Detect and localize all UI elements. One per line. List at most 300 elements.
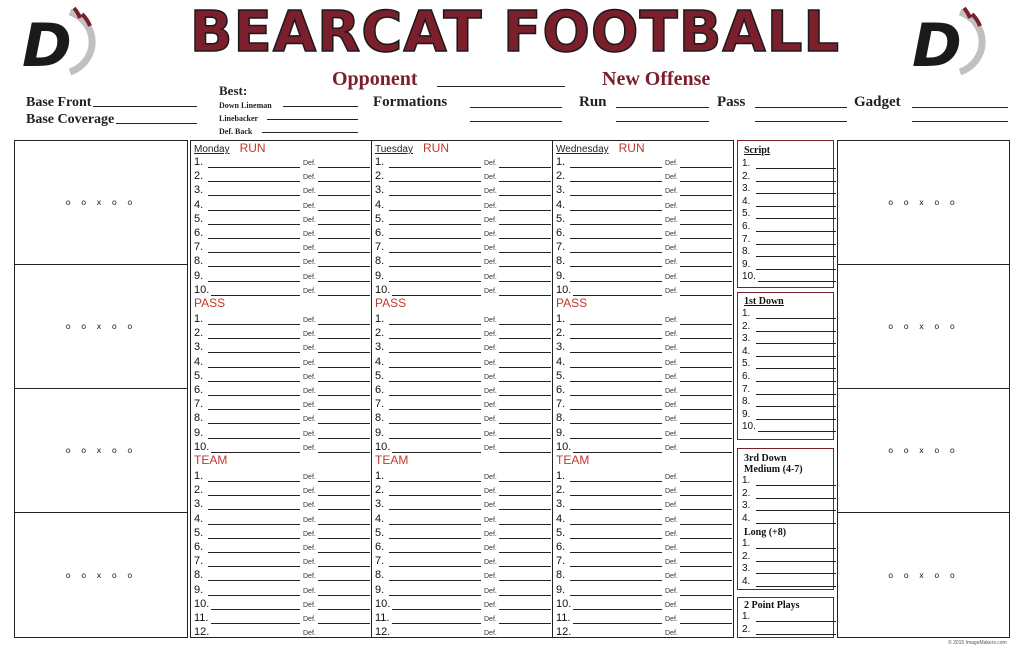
play-line[interactable] — [208, 557, 300, 567]
play-line[interactable] — [208, 215, 300, 225]
script-row — [742, 270, 836, 282]
play-number: 8. — [375, 412, 385, 425]
play-line[interactable] — [389, 343, 481, 353]
def-line[interactable] — [318, 358, 370, 368]
def-line[interactable] — [318, 500, 370, 510]
def-line[interactable] — [318, 201, 370, 211]
play-line[interactable] — [573, 600, 662, 610]
play-line[interactable] — [208, 543, 300, 553]
def-line[interactable] — [680, 172, 732, 182]
play-line[interactable] — [570, 386, 662, 396]
row-line[interactable] — [756, 490, 836, 499]
run-line-1[interactable] — [616, 107, 709, 108]
row-line[interactable] — [756, 160, 836, 169]
play-line[interactable] — [389, 172, 481, 182]
play-line[interactable] — [389, 329, 481, 339]
base-front-line[interactable] — [93, 106, 197, 107]
day-label: Monday — [194, 144, 230, 155]
play-line[interactable] — [208, 529, 300, 539]
def-line[interactable] — [680, 414, 732, 424]
def-line[interactable] — [499, 500, 551, 510]
play-line[interactable] — [570, 586, 662, 596]
def-line[interactable] — [318, 515, 370, 525]
row-number: 1. — [742, 308, 751, 319]
play-number: 8. — [194, 255, 204, 268]
def-line[interactable] — [680, 557, 732, 567]
row-line[interactable] — [756, 310, 836, 319]
play-line[interactable] — [208, 257, 300, 267]
play-line[interactable] — [570, 557, 662, 567]
def-line[interactable] — [680, 443, 732, 453]
play-row — [556, 197, 732, 211]
def-line[interactable] — [318, 586, 370, 596]
def-line[interactable] — [499, 158, 551, 168]
def-label: Def. — [665, 530, 678, 538]
play-row — [375, 567, 551, 581]
def-line[interactable] — [680, 600, 732, 610]
play-line[interactable] — [570, 186, 662, 196]
play-line[interactable] — [208, 186, 300, 196]
row-line[interactable] — [756, 198, 836, 207]
def-line[interactable] — [680, 614, 732, 624]
play-row — [194, 496, 370, 510]
play-row — [556, 282, 732, 296]
def-line[interactable] — [318, 343, 370, 353]
def-line[interactable] — [680, 372, 732, 382]
formation-dots: o o x o o — [888, 198, 959, 207]
play-line[interactable] — [389, 257, 481, 267]
row-line[interactable] — [758, 423, 836, 432]
row-line[interactable] — [756, 540, 836, 549]
row-line[interactable] — [756, 398, 836, 407]
best-linebacker-line[interactable] — [267, 119, 358, 120]
formation-box[interactable] — [15, 265, 187, 389]
play-line[interactable] — [570, 429, 662, 439]
def-line[interactable] — [318, 229, 370, 239]
def-line[interactable] — [499, 543, 551, 553]
play-line[interactable] — [208, 414, 300, 424]
row-line[interactable] — [756, 335, 836, 344]
play-line[interactable] — [389, 472, 481, 482]
gadget-line-1[interactable] — [912, 107, 1008, 108]
def-label: Def. — [665, 287, 678, 295]
play-line[interactable] — [570, 215, 662, 225]
def-line[interactable] — [680, 329, 732, 339]
def-line[interactable] — [680, 286, 732, 296]
play-line[interactable] — [570, 201, 662, 211]
def-line[interactable] — [318, 257, 370, 267]
def-line[interactable] — [499, 414, 551, 424]
play-row — [194, 596, 370, 610]
def-label: Def. — [303, 502, 316, 510]
def-line[interactable] — [318, 286, 370, 296]
row-line[interactable] — [758, 273, 836, 282]
play-line[interactable] — [570, 272, 662, 282]
formation-box[interactable] — [838, 389, 1009, 513]
def-line[interactable] — [318, 215, 370, 225]
play-row — [194, 354, 370, 368]
def-label: Def. — [484, 231, 497, 238]
row-line[interactable] — [756, 173, 836, 182]
play-line[interactable] — [211, 600, 300, 610]
def-line[interactable] — [318, 429, 370, 439]
def-line[interactable] — [499, 286, 551, 296]
pass-line-2[interactable] — [755, 121, 847, 122]
play-row — [556, 468, 732, 482]
def-line[interactable] — [318, 571, 370, 581]
play-number: 12. — [556, 626, 572, 639]
def-line[interactable] — [680, 272, 732, 282]
play-row — [194, 268, 370, 282]
play-line[interactable] — [570, 543, 662, 553]
play-line[interactable] — [208, 358, 300, 368]
def-line[interactable] — [680, 472, 732, 482]
def-line[interactable] — [680, 586, 732, 596]
play-line[interactable] — [573, 614, 662, 624]
play-line[interactable] — [573, 628, 662, 638]
play-number: 7. — [375, 398, 385, 411]
day-column-0 — [191, 141, 372, 637]
play-line[interactable] — [211, 628, 300, 638]
play-line[interactable] — [389, 272, 481, 282]
def-line[interactable] — [680, 628, 732, 638]
play-line[interactable] — [570, 529, 662, 539]
def-line[interactable] — [680, 515, 732, 525]
def-label: Def. — [484, 530, 497, 538]
def-line[interactable] — [499, 358, 551, 368]
play-row — [556, 539, 732, 553]
row-line[interactable] — [756, 578, 836, 587]
def-line[interactable] — [499, 186, 551, 196]
play-line[interactable] — [389, 571, 481, 581]
play-line[interactable] — [570, 571, 662, 581]
def-line[interactable] — [499, 586, 551, 596]
row-line[interactable] — [756, 248, 836, 257]
def-line[interactable] — [499, 529, 551, 539]
def-line[interactable] — [680, 571, 732, 581]
day-label: Wednesday — [556, 144, 609, 155]
def-label: Def. — [665, 388, 678, 395]
def-line[interactable] — [499, 443, 551, 453]
def-label: Def. — [303, 359, 316, 367]
play-line[interactable] — [208, 372, 300, 382]
def-line[interactable] — [499, 372, 551, 382]
play-line[interactable] — [208, 243, 300, 253]
def-line[interactable] — [499, 243, 551, 253]
play-line[interactable] — [570, 372, 662, 382]
play-line[interactable] — [389, 414, 481, 424]
play-line[interactable] — [389, 158, 481, 168]
def-line[interactable] — [680, 343, 732, 353]
def-line[interactable] — [318, 486, 370, 496]
run-line-2[interactable] — [616, 121, 709, 122]
play-number: 5. — [375, 369, 385, 382]
play-line[interactable] — [573, 286, 662, 296]
def-label: Def. — [484, 317, 497, 324]
play-line[interactable] — [570, 486, 662, 496]
def-label: Def. — [665, 259, 678, 267]
def-line[interactable] — [318, 172, 370, 182]
def-line[interactable] — [680, 201, 732, 211]
def-line[interactable] — [680, 215, 732, 225]
def-line[interactable] — [318, 243, 370, 253]
play-line[interactable] — [570, 414, 662, 424]
pass-line-1[interactable] — [755, 107, 847, 108]
script-row — [742, 550, 836, 562]
play-line[interactable] — [389, 386, 481, 396]
formation-box[interactable] — [838, 141, 1009, 265]
play-line[interactable] — [211, 443, 300, 453]
formation-dots: o o x o o — [888, 322, 959, 331]
def-line[interactable] — [499, 557, 551, 567]
row-line[interactable] — [756, 411, 836, 420]
play-line[interactable] — [208, 486, 300, 496]
def-line[interactable] — [680, 529, 732, 539]
play-line[interactable] — [389, 586, 481, 596]
row-line[interactable] — [756, 210, 836, 219]
play-line[interactable] — [570, 472, 662, 482]
play-number: 1. — [194, 313, 204, 325]
def-line[interactable] — [318, 386, 370, 396]
play-number: 1. — [556, 313, 566, 325]
def-label: Def. — [665, 430, 678, 438]
def-line[interactable] — [499, 329, 551, 339]
play-line[interactable] — [570, 343, 662, 353]
play-row — [556, 567, 732, 581]
def-line[interactable] — [318, 414, 370, 424]
def-line[interactable] — [499, 571, 551, 581]
row-line[interactable] — [756, 236, 836, 245]
play-line[interactable] — [570, 158, 662, 168]
row-line[interactable] — [756, 553, 836, 562]
def-line[interactable] — [499, 486, 551, 496]
play-line[interactable] — [208, 571, 300, 581]
def-line[interactable] — [318, 529, 370, 539]
def-label: Def. — [484, 601, 497, 609]
play-line[interactable] — [208, 586, 300, 596]
play-line[interactable] — [208, 500, 300, 510]
play-line[interactable] — [570, 243, 662, 253]
play-line[interactable] — [570, 315, 662, 325]
play-line[interactable] — [208, 386, 300, 396]
def-label: Def. — [484, 630, 497, 638]
play-line[interactable] — [389, 315, 481, 325]
play-line[interactable] — [211, 614, 300, 624]
play-line[interactable] — [389, 215, 481, 225]
play-line[interactable] — [389, 486, 481, 496]
play-line[interactable] — [208, 229, 300, 239]
play-line[interactable] — [389, 543, 481, 553]
def-line[interactable] — [680, 386, 732, 396]
formation-box[interactable] — [838, 513, 1009, 637]
def-line[interactable] — [318, 272, 370, 282]
row-line[interactable] — [756, 477, 836, 486]
def-line[interactable] — [499, 600, 551, 610]
def-line[interactable] — [318, 628, 370, 638]
row-line[interactable] — [756, 348, 836, 357]
def-line[interactable] — [499, 472, 551, 482]
play-line[interactable] — [208, 329, 300, 339]
def-line[interactable] — [680, 358, 732, 368]
play-row — [375, 354, 551, 368]
play-line[interactable] — [389, 557, 481, 567]
best-def-back-line[interactable] — [262, 132, 358, 133]
play-line[interactable] — [392, 443, 481, 453]
play-line[interactable] — [570, 358, 662, 368]
def-line[interactable] — [318, 443, 370, 453]
def-line[interactable] — [680, 429, 732, 439]
row-line[interactable] — [756, 565, 836, 574]
def-label: Def. — [665, 616, 678, 623]
def-line[interactable] — [499, 257, 551, 267]
def-line[interactable] — [318, 600, 370, 610]
play-line[interactable] — [570, 400, 662, 410]
def-line[interactable] — [318, 186, 370, 196]
def-line[interactable] — [499, 515, 551, 525]
def-line[interactable] — [680, 158, 732, 168]
def-line[interactable] — [318, 557, 370, 567]
def-line[interactable] — [680, 257, 732, 267]
play-row — [556, 439, 732, 453]
def-line[interactable] — [499, 400, 551, 410]
row-line[interactable] — [756, 515, 836, 524]
formations-line-2[interactable] — [470, 121, 562, 122]
row-number: 8. — [742, 246, 751, 258]
play-number: 8. — [556, 569, 566, 582]
def-line[interactable] — [680, 400, 732, 410]
play-line[interactable] — [570, 257, 662, 267]
def-line[interactable] — [499, 343, 551, 353]
play-line[interactable] — [208, 429, 300, 439]
play-line[interactable] — [392, 628, 481, 638]
play-line[interactable] — [389, 500, 481, 510]
def-line[interactable] — [499, 614, 551, 624]
play-line[interactable] — [570, 229, 662, 239]
play-line[interactable] — [208, 515, 300, 525]
row-line[interactable] — [756, 360, 836, 369]
row-line[interactable] — [756, 502, 836, 511]
play-number: 2. — [375, 327, 385, 340]
row-line[interactable] — [756, 613, 836, 622]
formation-box[interactable] — [15, 513, 187, 637]
def-line[interactable] — [680, 543, 732, 553]
script-row — [742, 195, 836, 207]
play-line[interactable] — [392, 614, 481, 624]
formation-box[interactable] — [15, 389, 187, 513]
play-line[interactable] — [392, 286, 481, 296]
play-line[interactable] — [570, 172, 662, 182]
row-line[interactable] — [756, 223, 836, 232]
opponent-line[interactable] — [437, 86, 565, 87]
def-line[interactable] — [499, 386, 551, 396]
play-row — [375, 268, 551, 282]
opponent-label: Opponent — [332, 68, 418, 90]
play-line[interactable] — [208, 272, 300, 282]
play-line[interactable] — [389, 201, 481, 211]
def-line[interactable] — [499, 628, 551, 638]
play-line[interactable] — [211, 286, 300, 296]
play-line[interactable] — [392, 600, 481, 610]
play-line[interactable] — [389, 186, 481, 196]
play-line[interactable] — [573, 443, 662, 453]
def-line[interactable] — [318, 472, 370, 482]
def-line[interactable] — [680, 243, 732, 253]
play-line[interactable] — [570, 329, 662, 339]
def-line[interactable] — [318, 329, 370, 339]
row-line[interactable] — [756, 626, 836, 635]
def-line[interactable] — [318, 315, 370, 325]
play-number: 1. — [556, 156, 566, 168]
play-line[interactable] — [389, 372, 481, 382]
def-line[interactable] — [499, 429, 551, 439]
play-line[interactable] — [389, 229, 481, 239]
play-row — [556, 482, 732, 496]
row-number: 3. — [742, 183, 751, 195]
def-line[interactable] — [318, 400, 370, 410]
gadget-label: Gadget — [854, 94, 901, 110]
def-line[interactable] — [318, 372, 370, 382]
play-line[interactable] — [208, 343, 300, 353]
def-line[interactable] — [680, 315, 732, 325]
play-line[interactable] — [389, 515, 481, 525]
play-line[interactable] — [208, 172, 300, 182]
play-line[interactable] — [208, 400, 300, 410]
def-line[interactable] — [318, 614, 370, 624]
def-line[interactable] — [680, 500, 732, 510]
base-coverage-line[interactable] — [116, 123, 197, 124]
gadget-line-2[interactable] — [912, 121, 1008, 122]
def-line[interactable] — [499, 229, 551, 239]
play-line[interactable] — [208, 158, 300, 168]
row-line[interactable] — [756, 373, 836, 382]
play-line[interactable] — [389, 429, 481, 439]
row-line[interactable] — [756, 261, 836, 270]
play-row — [194, 382, 370, 396]
row-line[interactable] — [756, 323, 836, 332]
play-line[interactable] — [389, 529, 481, 539]
def-label: Def. — [665, 416, 678, 424]
def-line[interactable] — [499, 272, 551, 282]
formation-box[interactable] — [15, 141, 187, 265]
row-number: 1. — [742, 158, 751, 169]
def-line[interactable] — [499, 315, 551, 325]
def-line[interactable] — [680, 229, 732, 239]
play-line[interactable] — [389, 400, 481, 410]
def-line[interactable] — [318, 158, 370, 168]
play-line[interactable] — [570, 515, 662, 525]
play-line[interactable] — [389, 243, 481, 253]
row-line[interactable] — [756, 386, 836, 395]
best-down-lineman-line[interactable] — [283, 106, 358, 107]
def-line[interactable] — [680, 486, 732, 496]
play-line[interactable] — [208, 315, 300, 325]
formations-line-1[interactable] — [470, 107, 562, 108]
formation-box[interactable] — [838, 265, 1009, 389]
def-line[interactable] — [499, 172, 551, 182]
play-line[interactable] — [208, 201, 300, 211]
def-line[interactable] — [318, 543, 370, 553]
def-label: Def. — [665, 331, 678, 339]
row-number: 3. — [742, 563, 751, 575]
def-line[interactable] — [499, 215, 551, 225]
play-line[interactable] — [208, 472, 300, 482]
def-label: Def. — [303, 444, 316, 452]
def-line[interactable] — [680, 186, 732, 196]
row-line[interactable] — [756, 185, 836, 194]
play-line[interactable] — [389, 358, 481, 368]
play-line[interactable] — [570, 500, 662, 510]
def-line[interactable] — [499, 201, 551, 211]
